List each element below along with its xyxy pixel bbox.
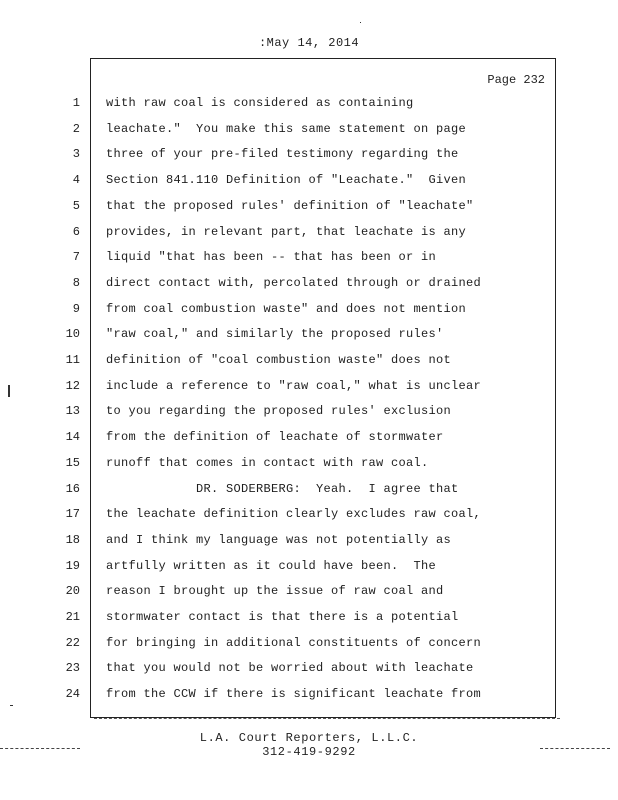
line-text: include a reference to "raw coal," what is unclear bbox=[106, 378, 482, 393]
line-number: 10 bbox=[65, 327, 80, 342]
line-number: 16 bbox=[65, 481, 80, 496]
line-text: three of your pre-filed testimony regarding the bbox=[106, 147, 459, 162]
line-text: Section 841.110 Definition of "Leachate." Given bbox=[106, 173, 467, 188]
line-text: artfully written as it could have been. The bbox=[106, 558, 437, 573]
line-text: the leachate definition clearly excludes raw coal, bbox=[106, 507, 482, 522]
line-number: 23 bbox=[65, 661, 80, 676]
line-number: 20 bbox=[65, 584, 80, 599]
line-text: leachate." You make this same statement on page bbox=[106, 121, 467, 136]
line-number: 12 bbox=[65, 378, 80, 393]
line-number: 9 bbox=[72, 301, 80, 316]
line-number: 18 bbox=[65, 532, 80, 547]
line-text: from the definition of leachate of stormwater bbox=[106, 430, 444, 445]
line-text: reason I brought up the issue of raw coal and bbox=[106, 584, 444, 599]
line-number: 11 bbox=[65, 353, 80, 367]
line-text: "raw coal," and similarly the proposed rules' bbox=[106, 327, 444, 342]
line-number: 3 bbox=[72, 147, 80, 162]
scan-mark bbox=[8, 385, 10, 397]
line-number: 4 bbox=[72, 173, 80, 188]
line-text: direct contact with, percolated through or drained bbox=[106, 275, 482, 290]
line-number: 14 bbox=[65, 430, 80, 445]
line-number: 21 bbox=[65, 610, 80, 624]
line-text: liquid "that has been -- that has been or in bbox=[106, 250, 437, 265]
line-number: 19 bbox=[65, 558, 80, 573]
line-text: from the CCW if there is significant leachate from bbox=[106, 687, 482, 702]
line-text: for bringing in additional constituents of concern bbox=[106, 635, 482, 650]
court-reporter-phone: 312-419-9292 bbox=[262, 745, 356, 759]
line-text: to you regarding the proposed rules' exclusion bbox=[106, 404, 452, 419]
line-text: that the proposed rules' definition of "leachate" bbox=[106, 198, 474, 213]
line-text: that you would not be worried about with leachate bbox=[106, 661, 474, 676]
line-text: DR. SODERBERG: Yeah. I agree that bbox=[106, 481, 459, 496]
line-text: from coal combustion waste" and does not mention bbox=[106, 301, 467, 316]
transcript-date: :May 14, 2014 bbox=[258, 36, 360, 50]
scan-mark bbox=[360, 22, 361, 23]
line-text: and I think my language was not potentially as bbox=[106, 532, 452, 547]
line-number: 2 bbox=[72, 121, 80, 136]
line-number: 7 bbox=[72, 250, 80, 265]
line-text: runoff that comes in contact with raw coal. bbox=[106, 455, 429, 470]
line-number: 5 bbox=[72, 198, 80, 213]
line-text: provides, in relevant part, that leachate is any bbox=[106, 224, 467, 239]
frame-bottom-rule bbox=[94, 718, 560, 722]
line-text: stormwater contact is that there is a potential bbox=[106, 610, 459, 624]
line-number: 17 bbox=[65, 507, 80, 522]
line-text: with raw coal is considered as containing bbox=[106, 96, 414, 110]
line-number: 1 bbox=[72, 96, 80, 110]
line-number: 13 bbox=[65, 404, 80, 419]
page-number: Page 232 bbox=[487, 73, 545, 87]
line-number: 15 bbox=[65, 455, 80, 470]
court-reporter-name: L.A. Court Reporters, L.L.C. bbox=[199, 731, 419, 745]
line-number: 8 bbox=[72, 275, 80, 290]
line-text: definition of "coal combustion waste" does not bbox=[106, 353, 452, 367]
line-number: 22 bbox=[65, 635, 80, 650]
line-number: 6 bbox=[72, 224, 80, 239]
scan-mark bbox=[10, 705, 13, 706]
line-number: 24 bbox=[65, 687, 80, 702]
